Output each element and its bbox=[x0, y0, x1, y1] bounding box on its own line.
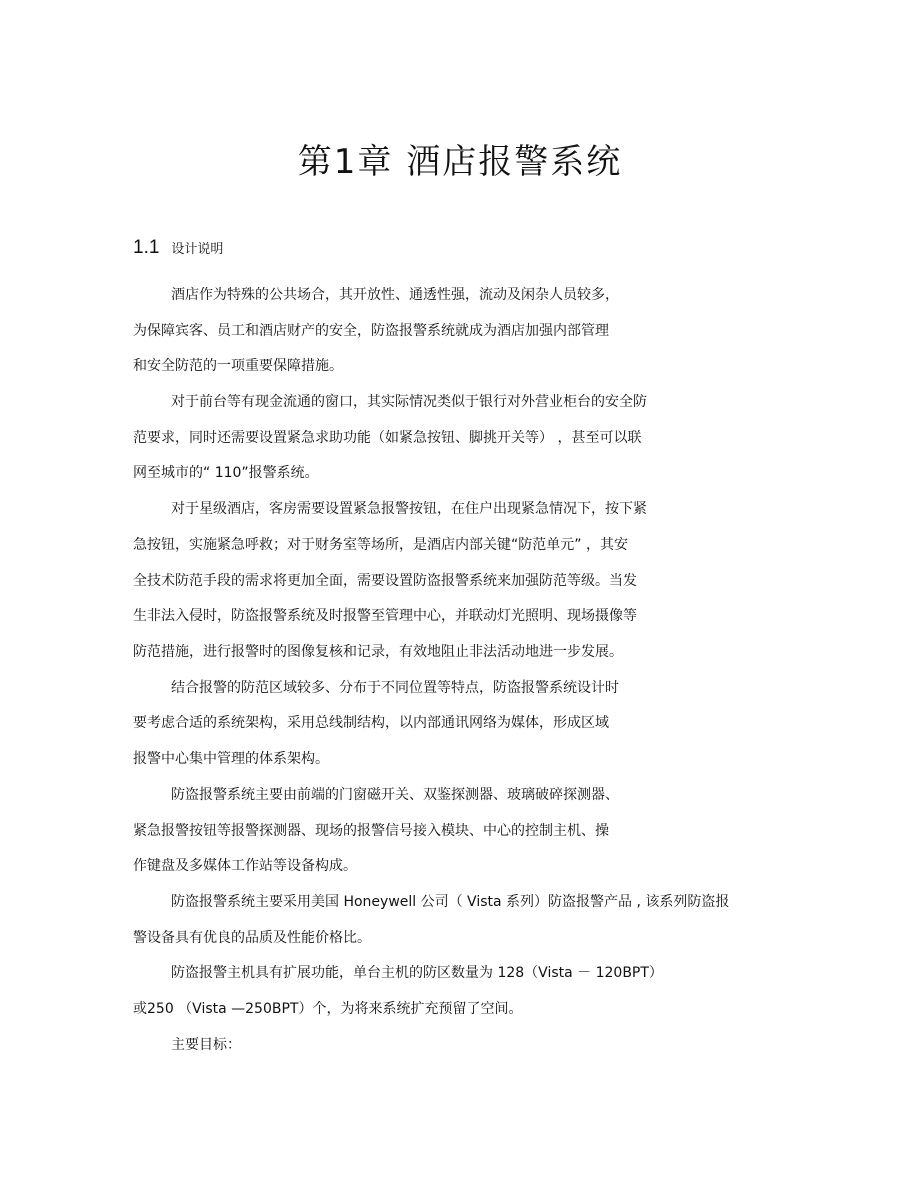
paragraph-line: 范要求，同时还需要设置紧急求助功能（如紧急按钮、脚挑开关等） ，甚至可以联 bbox=[133, 430, 642, 446]
section-number: 1.1 bbox=[133, 237, 160, 258]
chapter-title: 第1章 酒店报警系统 bbox=[297, 142, 623, 182]
paragraph-line: 和安全防范的一项重要保障措施。 bbox=[133, 358, 343, 374]
paragraph-line: 对于前台等有现金流通的窗口，其实际情况类似于银行对外营业柜台的安全防 bbox=[171, 394, 647, 410]
paragraph-line: 酒店作为特殊的公共场合，其开放性、通透性强，流动及闲杂人员较多， bbox=[171, 287, 619, 303]
paragraph-line: 要考虑合适的系统架构，采用总线制结构，以内部通讯网络为媒体，形成区域 bbox=[133, 715, 609, 731]
paragraph-line: 生非法入侵时，防盗报警系统及时报警至管理中心，并联动灯光照明、现场摄像等 bbox=[133, 608, 637, 624]
section-heading bbox=[133, 232, 223, 260]
paragraph-line: 报警中心集中管理的体系架构。 bbox=[133, 751, 329, 767]
paragraph-line: 全技术防范手段的需求将更加全面，需要设置防盗报警系统来加强防范等级。当发 bbox=[133, 573, 637, 589]
paragraph-line: 结合报警的防范区域较多、分布于不同位置等特点，防盗报警系统设计时 bbox=[171, 680, 619, 696]
paragraph-line: 紧急报警按钮等报警探测器、现场的报警信号接入模块、中心的控制主机、操 bbox=[133, 823, 609, 839]
paragraph-line: 为保障宾客、员工和酒店财产的安全，防盗报警系统就成为酒店加强内部管理 bbox=[133, 323, 609, 339]
paragraph-line: 作键盘及多媒体工作站等设备构成。 bbox=[133, 858, 357, 874]
paragraph-line: 网至城市的“ 110”报警系统。 bbox=[133, 465, 319, 481]
section-title: 设计说明 bbox=[171, 242, 224, 257]
paragraph-line: 防盗报警系统主要由前端的门窗磁开关、双鉴探测器、玻璃破碎探测器、 bbox=[171, 787, 619, 803]
paragraph-line: 急按钮，实施紧急呼救；对于财务室等场所，是酒店内部关键“防范单元” ，其安 bbox=[133, 537, 628, 553]
paragraph-line: 防盗报警系统主要采用美国 Honeywell 公司（ Vista 系列）防盗报警产品 , 该系列防盗报 bbox=[171, 894, 730, 910]
paragraph-line: 对于星级酒店，客房需要设置紧急报警按钮，在住户出现紧急情况下，按下紧 bbox=[171, 501, 647, 517]
paragraph-line: 或250 （Vista —250BPT）个，为将来系统扩充预留了空间。 bbox=[133, 1001, 523, 1017]
paragraph-line: 防盗报警主机具有扩展功能，单台主机的防区数量为 128（Vista － 120BPT） bbox=[171, 965, 663, 981]
paragraph-line: 主要目标： bbox=[171, 1037, 241, 1053]
paragraph-line: 防范措施，进行报警时的图像复核和记录，有效地阻止非法活动地进一步发展。 bbox=[133, 644, 623, 660]
paragraph-line: 警设备具有优良的品质及性能价格比。 bbox=[133, 930, 371, 946]
